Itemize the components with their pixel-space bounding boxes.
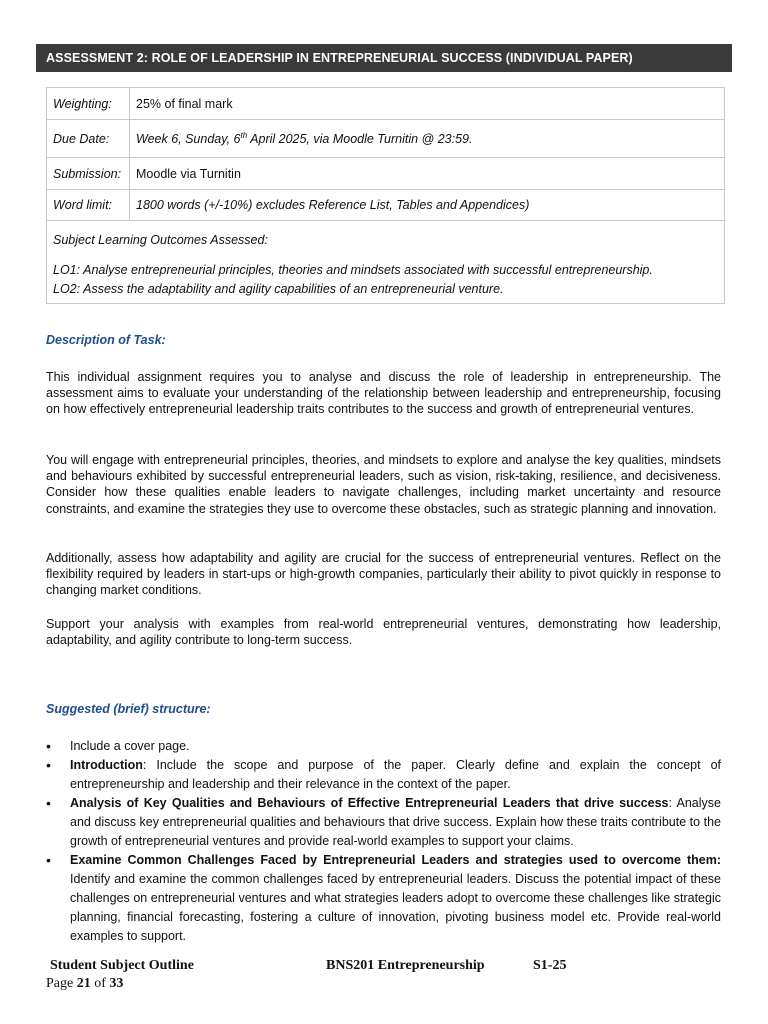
word-limit-row — [47, 190, 725, 221]
structure-heading: Suggested (brief) structure: — [46, 702, 211, 716]
due-date-value: Week 6, Sunday, 6th April 2025, via Moodle Turnitin @ 23:59. — [130, 120, 725, 158]
word-limit-value: 1800 words (+/-10%) excludes Reference List, Tables and Appendices) — [130, 190, 725, 221]
page-footer — [46, 957, 646, 993]
footer-subject-code: BNS201 Entrepreneurship — [326, 958, 485, 973]
page-number: Page 21 of 33 — [46, 976, 124, 991]
structure-item-analysis: • Analysis of Key Qualities and Behaviours of Effective Entrepreneurial Leaders that drive success: Analyse and discuss key entrepreneurial qualities and behaviours that drive success. Explain how these traits contribute to the growth of entrepreneurial ventures and provide real-world examples to support your claims. — [46, 794, 721, 851]
structure-item-cover: • Include a cover page. — [46, 737, 721, 756]
description-paragraph-4: Support your analysis with examples from real-world entrepreneurial ventures, demonstrating how leadership, adaptability, and agility contribute to long-term success. — [46, 617, 721, 648]
footer-outline-label: Student Subject Outline — [50, 958, 194, 973]
submission-value: Moodle via Turnitin — [130, 158, 725, 190]
learning-outcome-1: LO1: Analyse entrepreneurial principles, theories and mindsets associated with successful entrepreneurship. — [53, 263, 653, 277]
due-date-label: Due Date: — [47, 120, 130, 158]
word-limit-label: Word limit: — [47, 190, 130, 221]
description-paragraph-2: You will engage with entrepreneurial principles, theories, and mindsets to explore and analyse the key qualities, mindsets and behaviours exhibited by successful entrepreneurial leaders, such as vision, risk-taking, resilience, and decisiveness. Consider how these qualities enable leaders to navigate challenges, including market uncertainty and resource constraints, and examine the strategies they use to overcome these obstacles, such as strategic planning and innovation. — [46, 453, 721, 516]
structure-list — [46, 737, 721, 946]
learning-outcomes-cell — [47, 221, 725, 304]
weighting-row — [47, 88, 725, 120]
description-heading: Description of Task: — [46, 333, 166, 347]
assessment-banner: ASSESSMENT 2: ROLE OF LEADERSHIP IN ENTREPRENEURIAL SUCCESS (INDIVIDUAL PAPER) — [36, 44, 732, 72]
learning-outcome-2: LO2: Assess the adaptability and agility capabilities of an entrepreneurial venture. — [53, 282, 504, 296]
due-date-row — [47, 120, 725, 158]
submission-row — [47, 158, 725, 190]
learning-outcomes-row — [47, 221, 725, 304]
structure-item-introduction: • Introduction: Include the scope and purpose of the paper. Clearly define and explain the concept of entrepreneurship and leadership and their relevance in the context of the paper. — [46, 756, 721, 794]
structure-item-challenges: • Examine Common Challenges Faced by Entrepreneurial Leaders and strategies used to overcome them: Identify and examine the common challenges faced by entrepreneurial leaders. Discuss the potential impact of these challenges on entrepreneurial ventures and what strategies leaders adopt to overcome these challenges like strategic planning, financial forecasting, fostering a culture of innovation, pivoting business model etc. Provide real-world examples to support. — [46, 851, 721, 946]
learning-outcomes-heading: Subject Learning Outcomes Assessed: — [53, 233, 268, 247]
weighting-label: Weighting: — [47, 88, 130, 120]
submission-label: Submission: — [47, 158, 130, 190]
assessment-details-table — [46, 87, 725, 304]
weighting-value: 25% of final mark — [130, 88, 725, 120]
description-paragraph-1: This individual assignment requires you to analyse and discuss the role of leadership in entrepreneurship. The assessment aims to evaluate your understanding of the relationship between leadership and entrepreneurship, focusing on how effectively entrepreneurial leadership traits contributes to the success and growth of entrepreneurial ventures. — [46, 370, 721, 417]
description-paragraph-3: Additionally, assess how adaptability and agility are crucial for the success of entrepreneurial ventures. Reflect on the flexibility required by leaders in start-ups or high-growth companies, particularly their ability to pivot quickly in response to changing market conditions. — [46, 551, 721, 598]
footer-semester: S1-25 — [533, 958, 567, 973]
